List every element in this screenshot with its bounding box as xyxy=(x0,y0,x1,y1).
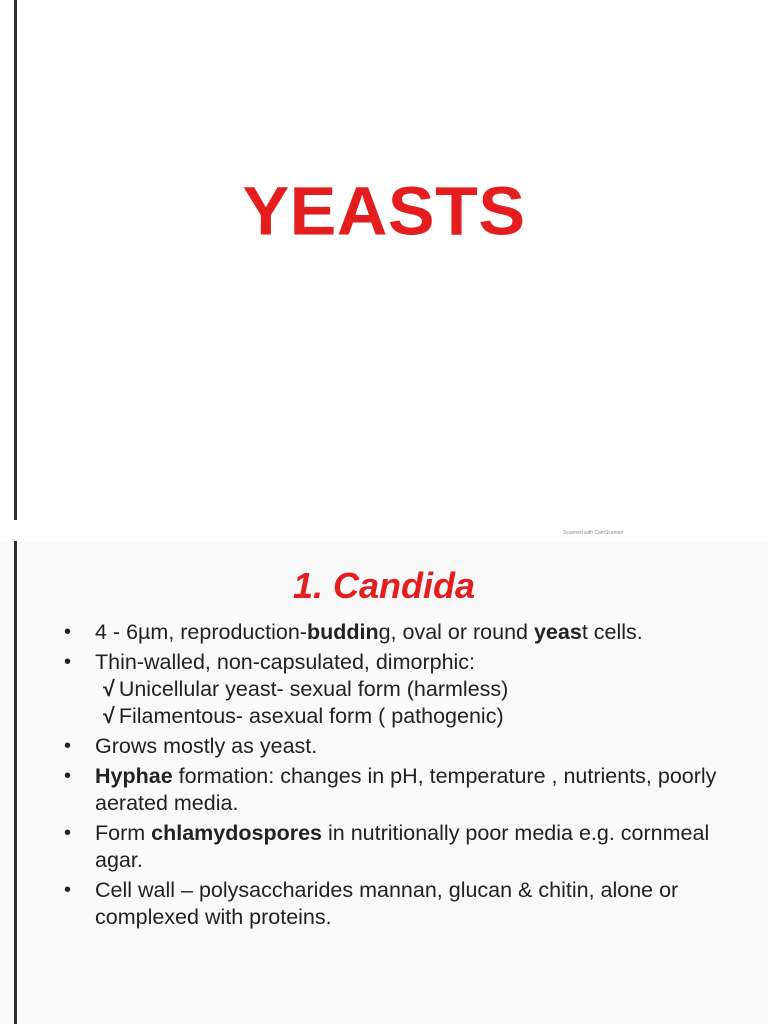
list-item xyxy=(64,763,724,817)
scanner-watermark: Scanned with CamScanner xyxy=(563,530,624,536)
left-border-rule xyxy=(14,0,17,520)
item-text: Form xyxy=(95,821,152,845)
list-item xyxy=(64,877,724,931)
item-text: 4 - 6µm, reproduction- xyxy=(95,620,307,644)
slide-heading-text: 1. Candida xyxy=(292,565,476,606)
item-text: in nutritionally poor media e.g. cornmeal agar. xyxy=(95,821,710,872)
slide-candida xyxy=(0,541,768,1024)
bullet-icon: • xyxy=(64,765,72,787)
list-item xyxy=(64,733,724,760)
page-gap xyxy=(0,520,768,541)
sub-item xyxy=(95,676,724,703)
item-text: Cell wall – polysaccharides mannan, glucan & chitin, alone or complexed with proteins. xyxy=(95,878,679,929)
bullet-icon: • xyxy=(64,822,72,844)
item-bold-text: buddin xyxy=(306,620,379,644)
item-bold-text: Hyphae xyxy=(95,764,173,788)
left-border-rule xyxy=(14,541,17,1024)
item-bold-text: yeas xyxy=(533,620,582,644)
list-item xyxy=(64,820,724,874)
bullet-icon: • xyxy=(64,735,72,757)
item-text: formation: changes in pH, temperature , nutrients, poorly aerated media. xyxy=(95,764,717,815)
check-icon: √ xyxy=(103,677,115,701)
slide-title: YEASTS xyxy=(242,172,526,250)
item-text: Thin-walled, non-capsulated, dimorphic: xyxy=(95,650,476,674)
item-text: g, oval or round xyxy=(378,620,534,644)
sub-item-text: Filamentous- asexual form ( pathogenic) xyxy=(118,704,504,728)
slide-title-container xyxy=(0,171,768,251)
bullet-icon: • xyxy=(64,621,72,643)
bullet-list xyxy=(64,619,724,934)
bullet-icon: • xyxy=(64,651,72,673)
list-item xyxy=(64,649,724,730)
list-item xyxy=(64,619,724,646)
check-icon: √ xyxy=(103,704,115,728)
item-text: Grows mostly as yeast. xyxy=(95,734,318,758)
bullet-icon: • xyxy=(64,879,72,901)
item-bold-text: chlamydospores xyxy=(151,821,323,845)
slide-heading xyxy=(0,565,768,607)
sub-item xyxy=(95,703,724,730)
item-text: t cells. xyxy=(581,620,643,644)
sub-item-text: Unicellular yeast- sexual form (harmless) xyxy=(118,677,509,701)
